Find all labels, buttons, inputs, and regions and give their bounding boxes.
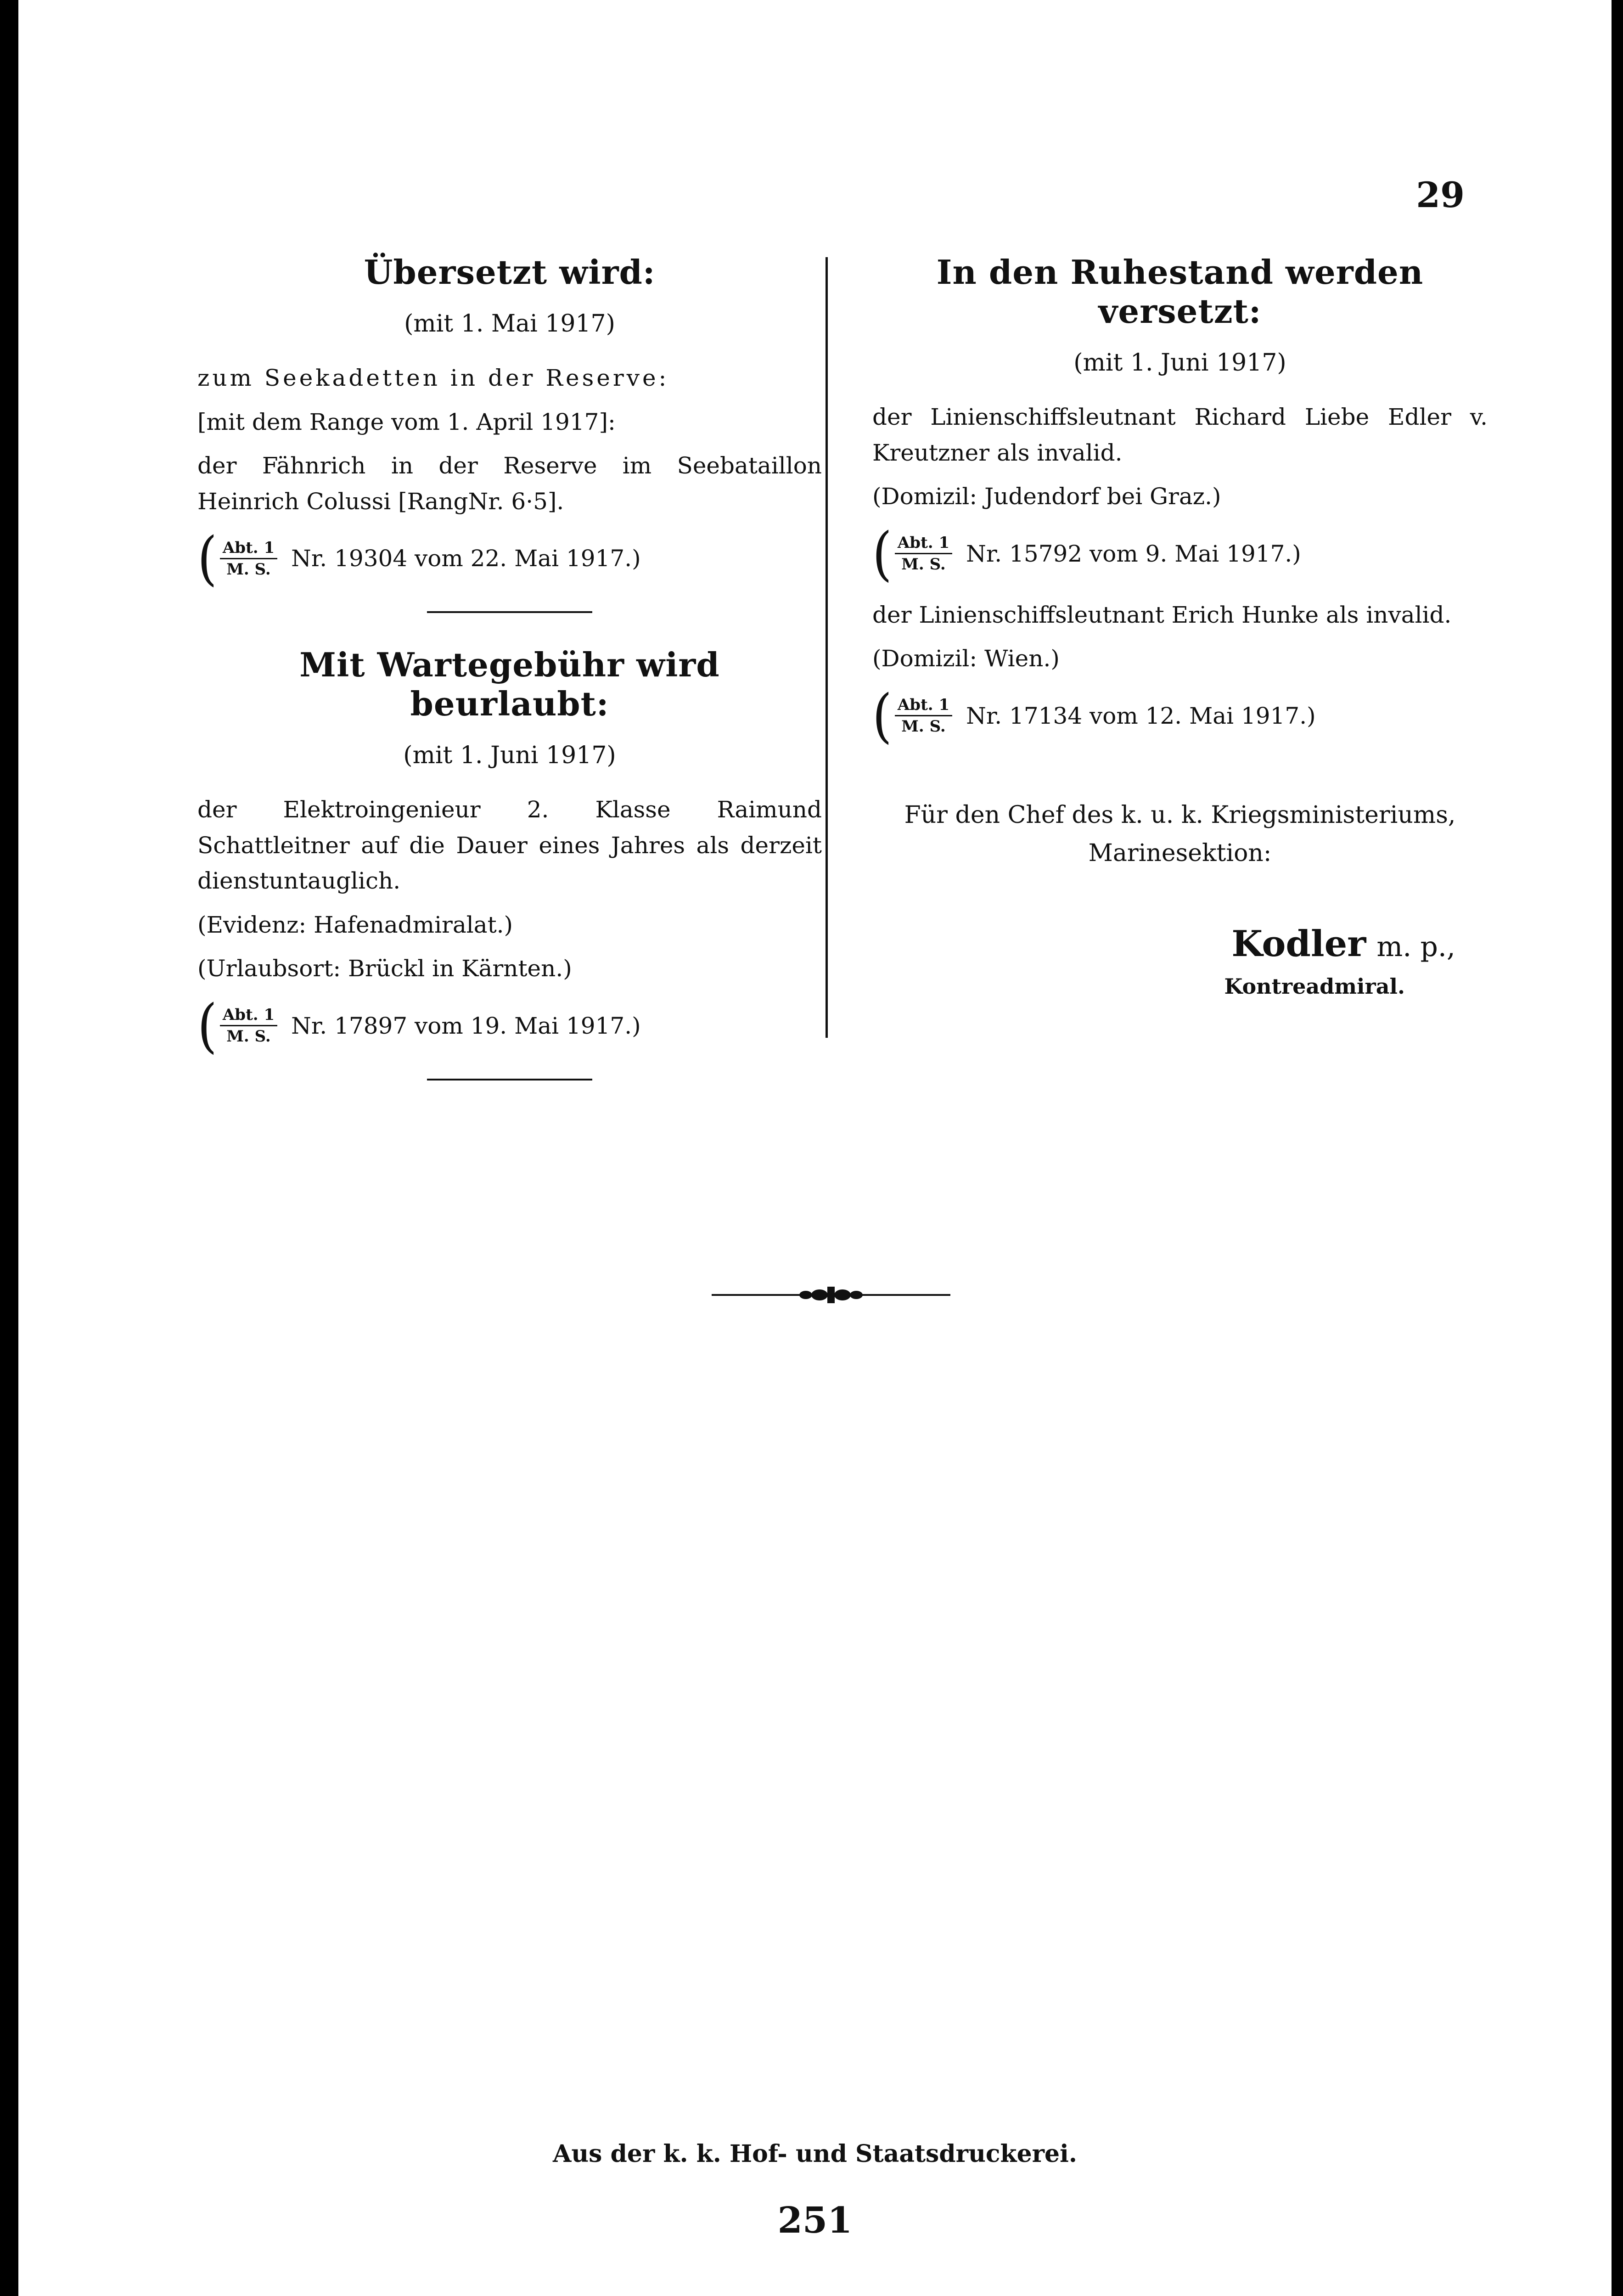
signoff-line: Für den Chef des k. u. k. Kriegsministeriums, xyxy=(904,801,1456,829)
reference-fraction: $\frac{\text{Abt. 1}}{M. S.}$ xyxy=(895,696,952,736)
reference: ( $\frac{\text{Abt. 1}}{M. S.}$ Nr. 17897 vom 19. Mai 1917.) xyxy=(197,991,641,1060)
section-rule xyxy=(427,1079,592,1080)
signoff-line: Marinesektion: xyxy=(1088,839,1272,867)
column-divider xyxy=(826,257,828,1038)
signoff xyxy=(872,796,1488,872)
section-heading: Übersetzt wird: xyxy=(364,253,656,292)
reference-fraction: $\frac{\text{Abt. 1}}{M. S.}$ xyxy=(220,1006,277,1046)
text-line: der Linienschiffsleutnant Erich Hunke als invalid. xyxy=(872,601,1452,628)
section-rule xyxy=(427,611,592,613)
section-date: (mit 1. Mai 1917) xyxy=(404,310,615,338)
signature-title: Kontreadmiral. xyxy=(1224,974,1405,999)
text-line: (Domizil: Judendorf bei Graz.) xyxy=(872,483,1221,510)
signature-name: Kodler xyxy=(1231,923,1366,965)
reference: ( $\frac{\text{Abt. 1}}{M. S.}$ Nr. 15792 vom 9. Mai 1917.) xyxy=(872,519,1301,588)
footer-page-number: 251 xyxy=(777,2200,853,2241)
document-page xyxy=(18,0,1612,2296)
right-column xyxy=(872,253,1488,999)
left-column xyxy=(197,253,822,1113)
text-line: [mit dem Range vom 1. April 1917]: xyxy=(197,408,616,435)
reference-fraction: $\frac{\text{Abt. 1}}{M. S.}$ xyxy=(895,534,952,574)
reference-fraction: $\frac{\text{Abt. 1}}{M. S.}$ xyxy=(220,539,277,579)
page-number: 29 xyxy=(1416,174,1465,215)
text-line: (Domizil: Wien.) xyxy=(872,645,1060,672)
section-heading: In den Ruhestand werden versetzt: xyxy=(936,253,1424,331)
text-line: der Elektroingenieur 2. Klasse Raimund Schattleitner auf die Dauer eines Jahres als derzeit dienstuntauglich. xyxy=(197,796,822,894)
signature xyxy=(872,923,1455,965)
signature-mp: m. p., xyxy=(1376,930,1455,963)
ornament-divider xyxy=(712,1281,950,1309)
reference-text: Nr. 15792 vom 9. Mai 1917.) xyxy=(966,540,1301,567)
text-line: (Evidenz: Hafenadmiralat.) xyxy=(197,911,513,938)
text-line: zum Seekadetten in der Reserve: xyxy=(197,365,669,391)
section-leave xyxy=(197,645,822,1060)
reference: ( $\frac{\text{Abt. 1}}{M. S.}$ Nr. 17134 vom 12. Mai 1917.) xyxy=(872,681,1316,750)
reference-text: Nr. 19304 vom 22. Mai 1917.) xyxy=(291,545,641,572)
section-heading: Mit Wartegebühr wird beurlaubt: xyxy=(299,645,720,723)
section-date: (mit 1. Juni 1917) xyxy=(1073,349,1286,377)
printer-imprint: Aus der k. k. Hof- und Staatsdruckerei. xyxy=(553,2140,1077,2168)
reference-text: Nr. 17134 vom 12. Mai 1917.) xyxy=(966,702,1316,729)
reference: ( $\frac{\text{Abt. 1}}{M. S.}$ Nr. 19304 vom 22. Mai 1917.) xyxy=(197,524,641,592)
text-line: der Fähnrich in der Reserve im Seebataillon Heinrich Colussi [RangNr. 6·5]. xyxy=(197,452,822,515)
reference-text: Nr. 17897 vom 19. Mai 1917.) xyxy=(291,1012,641,1039)
text-line: (Urlaubsort: Brückl in Kärnten.) xyxy=(197,955,572,982)
section-transfer xyxy=(197,253,822,592)
text-line: der Linienschiffsleutnant Richard Liebe Edler v. Kreutzner als invalid. xyxy=(872,404,1488,466)
section-date: (mit 1. Juni 1917) xyxy=(403,742,616,769)
